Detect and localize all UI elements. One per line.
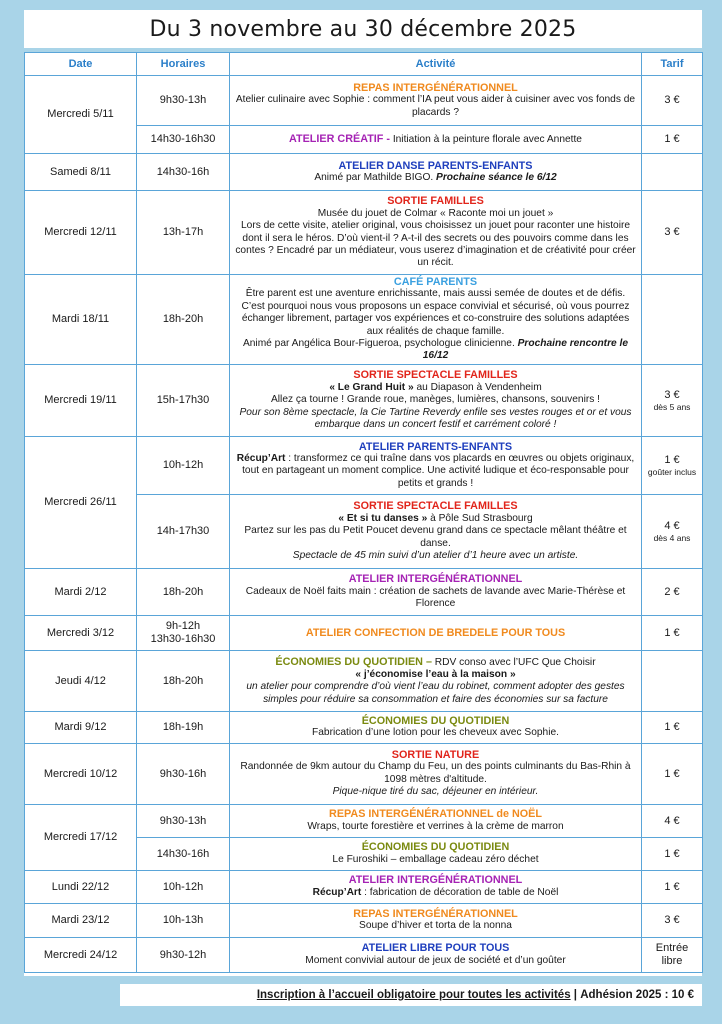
tarif-cell: 3 € (642, 903, 703, 937)
activity-cell (230, 191, 642, 275)
tarif-cell: 1 € (642, 743, 703, 804)
activity-title: ATELIER PARENTS-ENFANTS (358, 440, 513, 453)
activity-next-date: Prochaine séance le 6/12 (436, 172, 557, 183)
time-cell: 14h30-16h30 (137, 126, 230, 154)
date-cell: Mercredi 12/11 (25, 191, 137, 275)
activity-subtitle: Musée du jouet de Colmar « Raconte moi un jouet » (317, 207, 554, 219)
date-cell: Mercredi 19/11 (25, 364, 137, 436)
time-cell: 10h-12h (137, 436, 230, 494)
activity-cell (230, 275, 642, 365)
tarif-cell: 1 € (642, 126, 703, 154)
time-cell: 14h30-16h (137, 837, 230, 870)
time-cell: 18h-19h (137, 711, 230, 743)
table-row (25, 937, 703, 972)
table-row (25, 870, 703, 903)
activity-title: ATELIER INTERGÉNÉRATIONNEL (348, 573, 523, 586)
date-cell: Mardi 2/12 (25, 568, 137, 615)
time-cell: 14h30-16h (137, 154, 230, 191)
tarif-price: Entrée (655, 942, 689, 955)
activity-desc: Atelier culinaire avec Sophie : comment l’IA peut vous aider à cuisiner avec vos fonds de placards ? (235, 94, 636, 118)
header-horaires: Horaires (137, 53, 230, 76)
header-activite: Activité (230, 53, 642, 76)
tarif-cell: 3 € (642, 76, 703, 126)
date-cell: Jeudi 4/12 (25, 650, 137, 711)
activity-desc: Wraps, tourte forestière et verrines à la crème de marron (307, 820, 564, 832)
activity-show-name: « Et si tu danses » (338, 512, 428, 524)
header-date: Date (25, 53, 137, 76)
activity-desc: Randonnée de 9km autour du Champ du Feu, un des points culminants du Bas-Rhin à 1098 mètres d'altitude. (240, 761, 631, 785)
activity-next-date: Prochaine rencontre le 16/12 (422, 338, 629, 362)
activity-title: ÉCONOMIES DU QUOTIDIEN (361, 841, 510, 854)
time-cell: 14h-17h30 (137, 494, 230, 568)
time-morning: 9h-12h (165, 620, 201, 633)
footer-separator: | (570, 989, 581, 1001)
table-row (25, 711, 703, 743)
activity-desc: : fabrication de décoration de table de Noël (361, 886, 559, 898)
time-cell: 9h30-16h (137, 743, 230, 804)
footer-banner (120, 984, 702, 1006)
activity-desc: Fabrication d’une lotion pour les cheveux avec Sophie. (312, 727, 559, 739)
activity-cell (230, 126, 642, 154)
activity-desc: Allez ça tourne ! Grande roue, manèges, lumières, chansons, souvenirs ! (271, 394, 600, 406)
activity-desc: Initiation à la peinture florale avec Annette (389, 133, 582, 145)
activity-title: ATELIER DANSE PARENTS-ENFANTS (338, 159, 533, 172)
activity-venue: au Diapason à Vendenheim (413, 381, 542, 393)
tarif-cell (642, 937, 703, 972)
table-row (25, 436, 703, 494)
tarif-price: 4 € (664, 520, 680, 533)
date-cell: Mercredi 10/12 (25, 743, 137, 804)
activity-cell (230, 615, 642, 650)
time-cell: 9h30-12h (137, 937, 230, 972)
tarif-note: libre (661, 954, 683, 967)
table-row (25, 364, 703, 436)
header-row (25, 53, 703, 76)
table-row (25, 804, 703, 837)
activity-cell (230, 743, 642, 804)
activity-cell (230, 494, 642, 568)
activity-cell (230, 650, 642, 711)
activity-desc: Le Furoshiki – emballage cadeau zéro déchet (332, 853, 539, 865)
tarif-cell (642, 154, 703, 191)
tarif-cell: 1 € (642, 837, 703, 870)
activity-title: ATELIER CONFECTION DE BREDELE POUR TOUS (305, 626, 566, 639)
tarif-cell: 2 € (642, 568, 703, 615)
activity-title: ATELIER LIBRE POUR TOUS (361, 942, 510, 955)
time-cell: 10h-12h (137, 870, 230, 903)
activity-title: ATELIER INTERGÉNÉRATIONNEL (348, 874, 523, 887)
table-row (25, 903, 703, 937)
time-cell: 9h30-13h (137, 804, 230, 837)
table-row (25, 154, 703, 191)
activity-desc: Soupe d’hiver et torta de la nonna (359, 920, 512, 932)
activity-highlight: Récup’Art (312, 886, 362, 898)
table-row (25, 191, 703, 275)
header-tarif: Tarif (642, 53, 703, 76)
tarif-note: dès 5 ans (653, 401, 691, 412)
activity-title: SORTIE FAMILLES (387, 195, 484, 208)
table-row (25, 650, 703, 711)
date-cell: Mardi 23/12 (25, 903, 137, 937)
table-row (25, 743, 703, 804)
date-cell: Lundi 22/12 (25, 870, 137, 903)
table-row (25, 76, 703, 126)
activity-cell (230, 436, 642, 494)
activity-cell (230, 711, 642, 743)
tarif-price: 3 € (664, 389, 680, 402)
tarif-cell: 1 € (642, 615, 703, 650)
tarif-cell (642, 436, 703, 494)
activity-desc: Animé par Mathilde BIGO. (314, 172, 437, 183)
tarif-cell (642, 494, 703, 568)
activity-cell (230, 804, 642, 837)
activity-venue: à Pôle Sud Strasbourg (427, 512, 533, 524)
activity-desc: Cadeaux de Noël faits main : création de sachets de lavande avec Marie-Thérèse et Florence (245, 585, 626, 610)
activity-show-name: « Le Grand Huit » (329, 381, 414, 393)
activity-highlight: Récup’Art (236, 452, 286, 464)
activity-title: ÉCONOMIES DU QUOTIDIEN (361, 714, 510, 727)
activity-title: REPAS INTERGÉNÉRATIONNEL (353, 81, 518, 94)
tarif-cell (642, 364, 703, 436)
date-cell: Mercredi 24/12 (25, 937, 137, 972)
activity-cell (230, 903, 642, 937)
table-row (25, 615, 703, 650)
activity-cell (230, 870, 642, 903)
date-cell: Mardi 9/12 (25, 711, 137, 743)
activity-cell (230, 937, 642, 972)
time-cell: 13h-17h (137, 191, 230, 275)
activity-cell (230, 154, 642, 191)
time-cell: 9h30-13h (137, 76, 230, 126)
tarif-price: 1 € (664, 454, 680, 467)
tarif-cell (642, 275, 703, 365)
footer-adhesion: Adhésion 2025 : 10 € (580, 989, 694, 1001)
activity-title: REPAS INTERGÉNÉRATIONNEL (353, 907, 518, 920)
time-cell (137, 615, 230, 650)
activity-animator: Animé par Angélica Bour-Figueroa, psychologue clinicienne. (242, 338, 518, 350)
activity-note: Pique-nique tiré du sac, déjeuner en intérieur. (332, 786, 539, 798)
activity-note: Pour son 8ème spectacle, la Cie Tartine Reverdy enfile ses vestes rouges et or et vous embarque dans un concert festif et carrément coloré ! (239, 406, 632, 430)
time-afternoon: 13h30-16h30 (150, 632, 216, 645)
activity-desc: Lors de cette visite, atelier original, vous choisissez un jouet pour raconter une histoire dont il sera le héros. D’où vient-il ? A-t-il des secrets ou des pouvoirs comme dans les contes ? Encadré par un médiateur, vous userez d’imagination et de créativité pour créer un récit. (235, 220, 636, 269)
activity-note: Spectacle de 45 min suivi d’un atelier d’1 heure avec un artiste. (292, 549, 579, 561)
schedule-table (24, 52, 703, 973)
date-cell: Mercredi 3/12 (25, 615, 137, 650)
tarif-cell: 3 € (642, 191, 703, 275)
table-row (25, 568, 703, 615)
activity-title: REPAS INTERGÉNÉRATIONNEL de NOËL (329, 808, 542, 821)
tarif-note: goûter inclus (647, 466, 697, 477)
activity-desc: : transformez ce qui traîne dans vos placards en œuvres ou objets originaux, tout en partageant un moment complice. Une activité ludique et éco-responsable pour petits et grands ! (242, 452, 635, 489)
activity-cell (230, 568, 642, 615)
time-cell: 18h-20h (137, 275, 230, 365)
title-box (24, 10, 702, 48)
activity-desc: Partez sur les pas du Petit Poucet devenu grand dans ce spectacle mêlant théâtre et danse. (244, 525, 627, 549)
tarif-cell: 4 € (642, 804, 703, 837)
footer-registration-text: Inscription à l’accueil obligatoire pour toutes les activités (256, 989, 571, 1001)
date-cell: Mercredi 26/11 (25, 436, 137, 568)
tarif-cell (642, 650, 703, 711)
table-row (25, 275, 703, 365)
activity-note: un atelier pour comprendre d’où vient l’eau du robinet, comment adopter des gestes simples pour réduire sa consommation et faire des économies sur sa facture (246, 681, 625, 705)
activity-title: ÉCONOMIES DU QUOTIDIEN – (275, 655, 432, 668)
activity-cell (230, 837, 642, 870)
activity-title: SORTIE NATURE (391, 749, 480, 762)
time-cell: 10h-13h (137, 903, 230, 937)
tarif-cell: 1 € (642, 870, 703, 903)
date-cell: Mardi 18/11 (25, 275, 137, 365)
activity-title: SORTIE SPECTACLE FAMILLES (353, 369, 518, 382)
activity-subtitle: « j’économise l’eau à la maison » (355, 668, 516, 680)
tarif-cell: 1 € (642, 711, 703, 743)
activity-desc: Être parent est une aventure enrichissante, mais aussi semée de doutes et de défis. C’est pourquoi nous vous proposons un espace convivial et sécurisé, où vous pourrez échanger librement, partager vos expériences et co-construire des solutions adaptées aux réalités de chaque famille. (241, 288, 630, 337)
date-cell: Mercredi 17/12 (25, 804, 137, 870)
schedule-table-wrapper (24, 52, 702, 976)
time-cell: 18h-20h (137, 568, 230, 615)
activity-desc: Moment convivial autour de jeux de société et d’un goûter (305, 954, 566, 966)
activity-title-rest: RDV conso avec l’UFC Que Choisir (431, 656, 596, 668)
activity-cell (230, 364, 642, 436)
date-cell: Samedi 8/11 (25, 154, 137, 191)
activity-title: SORTIE SPECTACLE FAMILLES (353, 500, 518, 513)
activity-title: CAFÉ PARENTS (393, 276, 478, 288)
time-cell: 15h-17h30 (137, 364, 230, 436)
activity-cell (230, 76, 642, 126)
page-title: Du 3 novembre au 30 décembre 2025 (149, 16, 577, 42)
time-cell: 18h-20h (137, 650, 230, 711)
date-cell: Mercredi 5/11 (25, 76, 137, 154)
activity-title: ATELIER CRÉATIF - (289, 132, 390, 145)
tarif-note: dès 4 ans (653, 532, 691, 543)
